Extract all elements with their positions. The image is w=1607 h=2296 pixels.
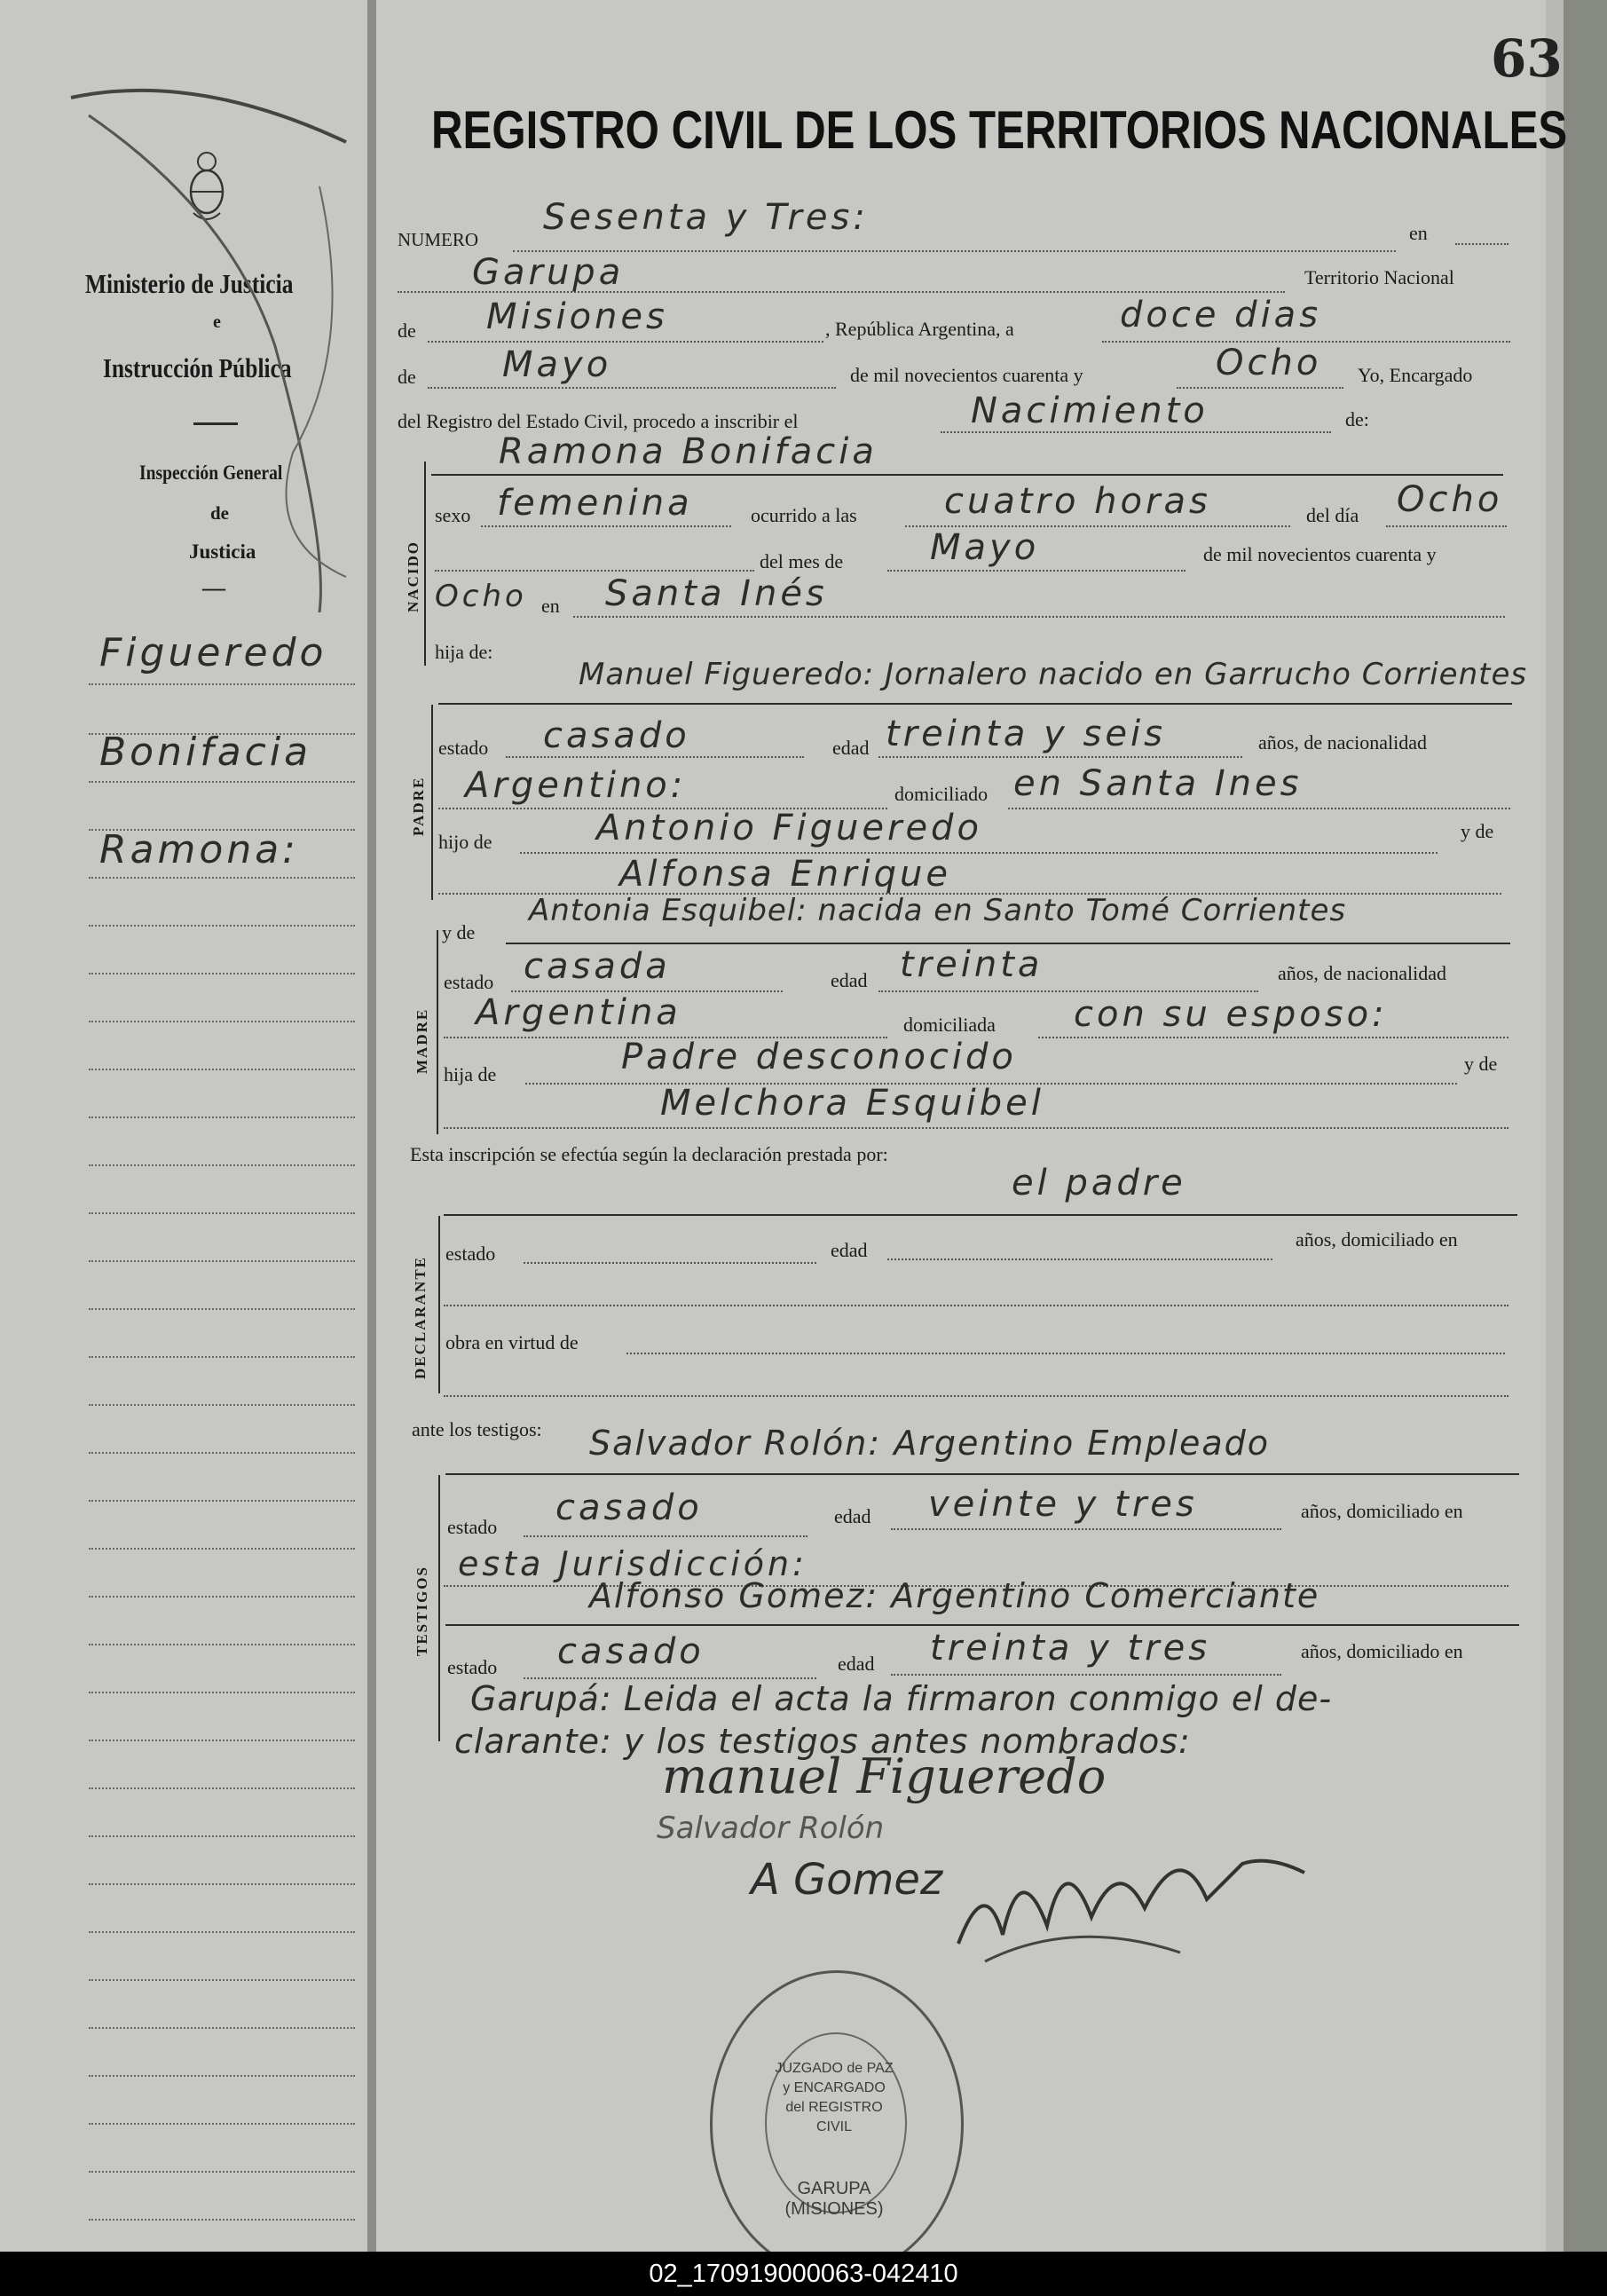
label-numero: NUMERO <box>398 229 479 250</box>
section-bracket-testigos <box>438 1475 440 1741</box>
field-rule <box>445 1624 1519 1626</box>
field-sexo: femenina <box>497 483 693 524</box>
section-bracket-nacido <box>424 462 426 666</box>
label-anos-nacionalidad: años, de nacionalidad <box>1258 731 1427 753</box>
field-testigo1-nombre: Salvador Rolón: Argentino Empleado <box>589 1424 1271 1463</box>
field-testigo1-estado: casado <box>555 1487 703 1528</box>
margin-ruled-line <box>89 1883 355 1885</box>
field-lugar-nacimiento: Santa Inés <box>605 573 828 614</box>
field-declarante: el padre <box>1012 1163 1186 1203</box>
label-del-dia: del día <box>1306 504 1359 526</box>
label-edad-madre: edad <box>831 969 868 991</box>
field-territorio: Misiones <box>486 296 668 337</box>
label-edad-testigo1: edad <box>834 1505 871 1527</box>
margin-ruled-line <box>89 1500 355 1502</box>
label-estado-madre: estado <box>444 971 494 993</box>
margin-name-2: Ramona: <box>99 827 299 872</box>
label-ocurrido: ocurrido a las <box>751 504 857 526</box>
field-testigo1-domicilio: esta Jurisdicción: <box>458 1544 807 1583</box>
label-de-2: de <box>398 366 416 388</box>
margin-ruled-line <box>89 1069 355 1070</box>
field-line <box>444 1395 1509 1397</box>
label-del-registro: del Registro del Estado Civil, procedo a inscribir el <box>398 410 799 432</box>
field-line <box>891 1674 1281 1676</box>
field-padre-nombre: Manuel Figueredo: Jornalero nacido en Garrucho Corrientes <box>579 657 1528 692</box>
field-padre-nacionalidad: Argentino: <box>465 765 687 806</box>
margin-ruled-line <box>89 2171 355 2173</box>
field-lugar: Garupa <box>472 252 625 293</box>
margin-ruled-line <box>89 1596 355 1598</box>
field-line <box>428 341 823 343</box>
field-testigo2-domicilio-cont: clarante: y los testigos antes nombrados: <box>454 1722 1191 1761</box>
label-edad-padre: edad <box>832 737 870 759</box>
field-line <box>428 387 836 389</box>
margin-surname: Figueredo <box>99 630 327 675</box>
field-acto: Nacimiento <box>971 391 1209 431</box>
margin-name-1: Bonifacia <box>99 730 312 775</box>
label-estado-testigo1: estado <box>447 1516 498 1538</box>
signature-salvador-rolon: Salvador Rolón <box>657 1811 885 1846</box>
field-rule <box>438 703 1512 705</box>
field-mes: Mayo <box>930 527 1040 568</box>
field-anio-inscripcion: Ocho <box>1216 343 1322 383</box>
field-testigo2-nombre: Alfonso Gomez: Argentino Comerciante <box>589 1576 1320 1615</box>
ministry-line-3: Instrucción Pública <box>103 352 292 383</box>
book-edge-strip <box>1564 0 1607 2252</box>
label-hija-de-madre: hija de <box>444 1063 497 1085</box>
field-line <box>626 1353 1505 1354</box>
margin-ruled-line <box>89 1548 355 1550</box>
field-line <box>513 250 1396 252</box>
margin-ruled-line <box>89 829 355 831</box>
margin-ruled-line <box>89 1835 355 1837</box>
label-republica: , República Argentina, a <box>825 318 1014 340</box>
field-dia: Ocho <box>1397 479 1503 520</box>
page-edge <box>1546 0 1564 2252</box>
field-line <box>444 1127 1509 1129</box>
margin-ruled-line <box>89 1931 355 1933</box>
margin-ruled-line <box>89 1404 355 1406</box>
label-estado-padre: estado <box>438 737 489 759</box>
label-yo-encargado: Yo, Encargado <box>1358 364 1473 386</box>
field-madre-domicilio: con su esposo: <box>1074 994 1388 1035</box>
field-line <box>506 756 804 758</box>
section-bracket-declarante <box>438 1216 440 1393</box>
label-del-mes-de: del mes de <box>760 550 844 572</box>
margin-ruled-line <box>89 1356 355 1358</box>
margin-ruled-line <box>89 1979 355 1981</box>
section-bracket-madre <box>437 930 438 1134</box>
field-line <box>1455 243 1509 245</box>
margin-ruled-line <box>89 2027 355 2029</box>
field-line <box>887 1258 1272 1260</box>
label-hijo-de: hijo de <box>438 831 492 853</box>
section-label-testigos: TESTIGOS <box>414 1566 430 1656</box>
field-line <box>435 570 754 572</box>
label-de: de <box>398 320 416 342</box>
label-hija-de: hija de: <box>435 641 493 663</box>
margin-ruled-line <box>89 1260 355 1262</box>
seal-text: JUZGADO de PAZ y ENCARGADO del REGISTRO CIVIL <box>775 2061 894 2134</box>
label-y-de-madre: y de <box>442 921 476 943</box>
field-padre-madre: Alfonsa Enrique <box>619 854 951 895</box>
field-line <box>481 525 731 527</box>
margin-ruled-line <box>89 1308 355 1310</box>
label-domiciliada: domiciliada <box>903 1014 996 1036</box>
margin-ruled-line <box>89 877 355 879</box>
field-madre-edad: treinta <box>900 944 1044 985</box>
file-id: 02_170919000063-042410 <box>649 2260 958 2288</box>
margin-ruled-line <box>89 1021 355 1022</box>
field-mes-inscripcion: Mayo <box>502 344 612 385</box>
field-padre-edad: treinta y seis <box>886 714 1166 754</box>
inspection-line-2: de <box>210 502 229 524</box>
file-id-band <box>0 2252 1607 2296</box>
pen-flourish <box>53 80 382 648</box>
inspection-dash: — <box>202 575 225 601</box>
field-dia-inscripcion: doce dias <box>1120 295 1322 335</box>
registry-title: REGISTRO CIVIL DE LOS TERRITORIOS NACIONALES <box>431 100 1568 160</box>
field-line <box>573 616 1505 618</box>
inspection-line-3: Justicia <box>189 540 256 563</box>
field-madre-nombre: Antonia Esquibel: nacida en Santo Tomé Corrientes <box>529 893 1347 928</box>
field-rule <box>445 1473 1519 1475</box>
field-madre-nacionalidad: Argentina <box>476 992 681 1033</box>
margin-ruled-line <box>89 1452 355 1454</box>
margin-ruled-line <box>89 733 355 735</box>
ministry-line-2: e <box>213 312 221 332</box>
field-numero: Sesenta y Tres: <box>543 197 869 238</box>
margin-ruled-line <box>89 1212 355 1214</box>
field-anio: Ocho <box>435 579 527 614</box>
field-line <box>1177 387 1343 389</box>
signature-gomez: A Gomez <box>751 1855 943 1905</box>
label-y-de-madre-2: y de <box>1464 1053 1498 1075</box>
label-edad-declarante: edad <box>831 1239 868 1261</box>
field-line <box>1386 525 1507 527</box>
label-anos-domiciliado: años, domiciliado en <box>1296 1228 1458 1251</box>
ministry-line-1: Ministerio de Justicia <box>85 268 294 299</box>
label-estado-declarante: estado <box>445 1243 496 1265</box>
field-line <box>878 990 1258 992</box>
field-line <box>524 1262 816 1264</box>
page-number: 63 <box>1491 28 1563 89</box>
section-bracket-padre <box>431 705 433 900</box>
label-edad-testigo2: edad <box>838 1653 875 1675</box>
margin-ruled-line <box>89 925 355 927</box>
margin-ruled-line <box>89 1692 355 1693</box>
margin-ruled-line <box>89 1740 355 1741</box>
field-line <box>891 1528 1281 1530</box>
field-testigo2-edad: treinta y tres <box>930 1628 1211 1669</box>
margin-ruled-line <box>89 973 355 974</box>
field-line <box>1008 808 1510 809</box>
section-label-nacido: NACIDO <box>405 540 421 612</box>
field-line <box>1038 1037 1509 1038</box>
label-en: en <box>1409 222 1428 244</box>
field-madre-madre: Melchora Esquibel <box>660 1083 1044 1124</box>
label-de-colon: de: <box>1345 408 1369 430</box>
label-declaracion: Esta inscripción se efectúa según la declaración prestada por: <box>410 1143 888 1165</box>
margin-ruled-line <box>89 2123 355 2125</box>
field-testigo2-domicilio: Garupá: Leida el acta la firmaron conmigo el de- <box>470 1679 1333 1718</box>
margin-ruled-line <box>89 1787 355 1789</box>
field-testigo1-edad: veinte y tres <box>928 1484 1198 1525</box>
label-sexo: sexo <box>435 504 471 526</box>
margin-ruled-line <box>89 1164 355 1166</box>
inspection-line-1: Inspección General <box>139 462 283 484</box>
field-testigo2-estado: casado <box>557 1631 705 1672</box>
field-rule <box>431 474 1503 476</box>
label-de-mil-cuarenta: de mil novecientos cuarenta y <box>1203 543 1437 565</box>
label-domiciliado: domiciliado <box>894 783 989 805</box>
seal-subtext: GARUPA (MISIONES) <box>784 2179 884 2219</box>
field-madre-padre: Padre desconocido <box>621 1037 1017 1077</box>
margin-ruled-line <box>89 2075 355 2077</box>
label-de-mil-novecientos: de mil novecientos cuarenta y <box>850 364 1083 386</box>
field-line <box>887 570 1186 572</box>
margin-ruled-line <box>89 1644 355 1645</box>
label-obra-virtud: obra en virtud de <box>445 1331 579 1353</box>
field-madre-estado: casada <box>524 946 671 987</box>
margin-ruled-line <box>89 781 355 783</box>
label-estado-testigo2: estado <box>447 1656 498 1678</box>
section-label-declarante: DECLARANTE <box>412 1255 429 1379</box>
field-line <box>444 1305 1509 1306</box>
field-line <box>878 756 1242 758</box>
label-anos-nacionalidad-madre: años, de nacionalidad <box>1278 962 1446 984</box>
signature-manuel-figueredo: manuel Figueredo <box>662 1748 1107 1804</box>
label-ante-testigos: ante los testigos: <box>412 1418 542 1440</box>
field-line <box>941 431 1331 433</box>
field-rule <box>444 1214 1517 1216</box>
label-en-lugar: en <box>541 595 560 617</box>
field-nombre: Ramona Bonifacia <box>499 431 878 472</box>
field-padre-padre: Antonio Figueredo <box>596 808 982 848</box>
signature-official-scribble <box>949 1819 1322 1970</box>
label-anos-domiciliado-testigo1: años, domiciliado en <box>1301 1500 1463 1522</box>
field-padre-domicilio: en Santa Ines <box>1013 763 1303 804</box>
label-anos-domiciliado-testigo2: años, domiciliado en <box>1301 1640 1463 1662</box>
margin-ruled-line <box>89 683 355 685</box>
label-territorio-nacional: Territorio Nacional <box>1304 266 1454 288</box>
margin-ruled-line <box>89 1116 355 1118</box>
field-line <box>524 1535 807 1537</box>
margin-ruled-line <box>89 2219 355 2221</box>
field-hora: cuatro horas <box>944 481 1211 522</box>
field-padre-estado: casado <box>543 715 690 756</box>
section-label-madre: MADRE <box>414 1007 430 1074</box>
label-y-de: y de <box>1461 820 1494 842</box>
section-label-padre: PADRE <box>410 776 427 836</box>
